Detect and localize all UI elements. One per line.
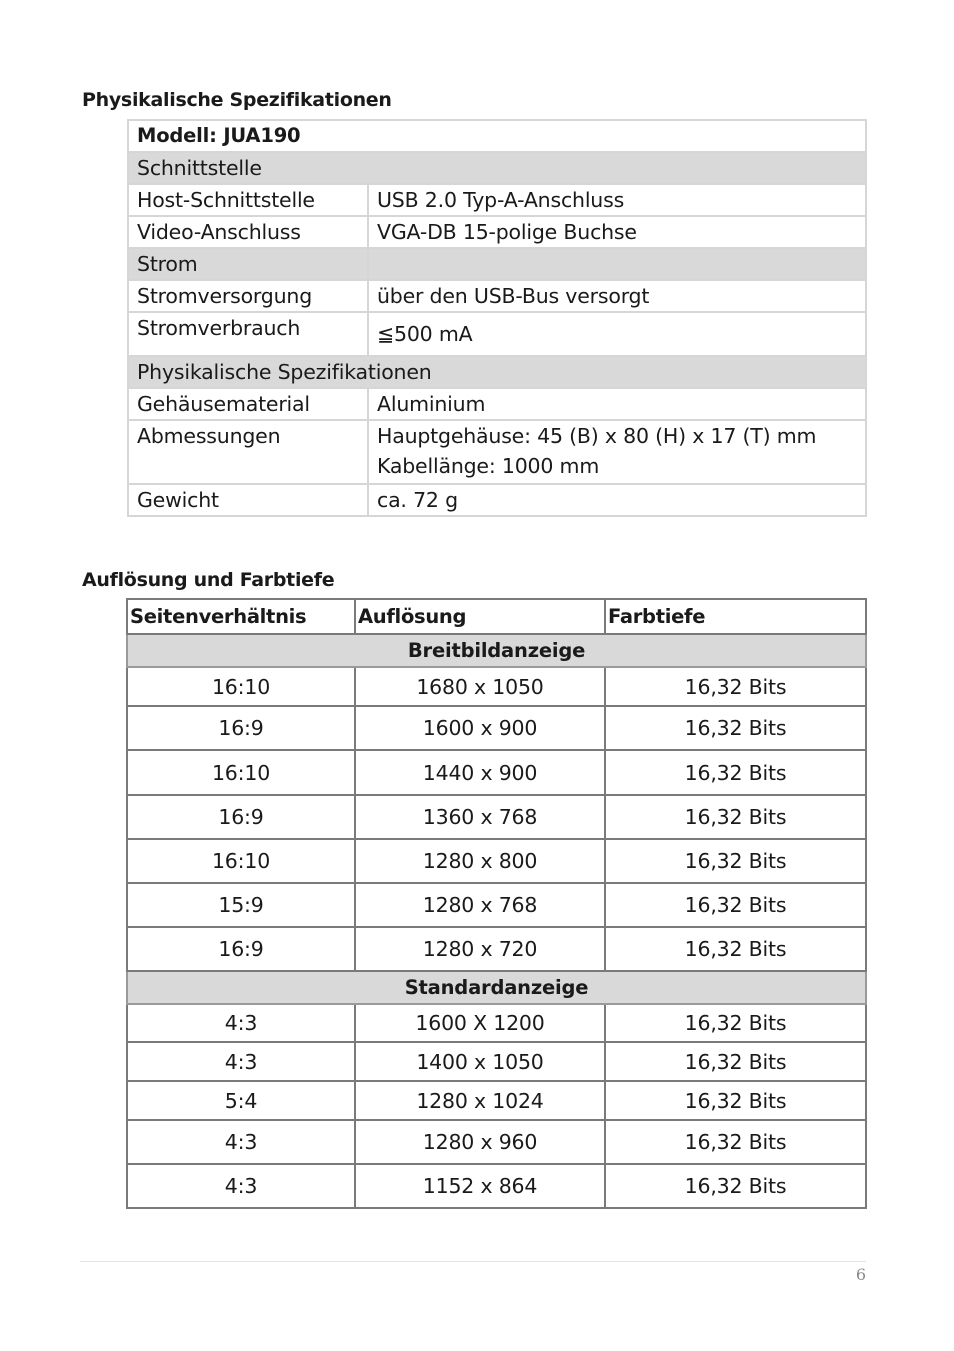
spec-row [128,388,866,420]
spec-label: Stromverbrauch [128,312,368,356]
spec-row [128,484,866,516]
physical-specs-heading: Physikalische Spezifikationen [82,89,392,111]
spec-value: ≦500 mA [368,312,866,356]
resolution-header-row [127,599,866,634]
page-number: 6 [855,1265,866,1284]
table-row [127,1042,866,1081]
color-depth-cell: 16,32 Bits [605,1164,866,1208]
resolution-cell: 1600 x 900 [355,706,605,750]
widescreen-group-label: Breitbildanzeige [127,634,866,667]
color-depth-cell: 16,32 Bits [605,667,866,706]
aspect-ratio-cell: 16:9 [127,927,355,971]
aspect-ratio-cell: 4:3 [127,1164,355,1208]
color-depth-cell: 16,32 Bits [605,750,866,795]
interface-section-cell: Schnittstelle [128,152,866,184]
dimensions-line: Hauptgehäuse: 45 (B) x 80 (H) x 17 (T) mm [377,424,817,448]
spec-value [368,420,866,484]
spec-value: ca. 72 g [368,484,866,516]
column-header: Auflösung [355,599,605,634]
resolution-cell: 1152 x 864 [355,1164,605,1208]
resolution-cell: 1280 x 800 [355,839,605,883]
standard-group-label: Standardanzeige [127,971,866,1004]
color-depth-cell: 16,32 Bits [605,706,866,750]
spec-label: Gewicht [128,484,368,516]
spec-value: USB 2.0 Typ-A-Anschluss [368,184,866,216]
spec-row [128,312,866,356]
aspect-ratio-cell: 16:10 [127,667,355,706]
column-header: Farbtiefe [605,599,866,634]
spec-label: Host-Schnittstelle [128,184,368,216]
resolution-cell: 1280 x 1024 [355,1081,605,1120]
table-row [127,927,866,971]
table-row [127,706,866,750]
spec-row [128,184,866,216]
group-row [127,971,866,1004]
cable-length-line: Kabellänge: 1000 mm [377,454,600,478]
power-section-empty-cell [368,248,866,280]
spec-model-row [128,120,866,152]
resolution-cell: 1440 x 900 [355,750,605,795]
aspect-ratio-cell: 4:3 [127,1004,355,1042]
table-row [127,1081,866,1120]
spec-table [127,119,867,517]
table-row [127,795,866,839]
aspect-ratio-cell: 16:10 [127,750,355,795]
table-row [127,1120,866,1164]
resolution-cell: 1680 x 1050 [355,667,605,706]
table-row [127,1164,866,1208]
color-depth-cell: 16,32 Bits [605,1120,866,1164]
spec-row [128,420,866,484]
resolution-cell: 1280 x 720 [355,927,605,971]
table-row [127,667,866,706]
model-cell: Modell: JUA190 [128,120,866,152]
color-depth-cell: 16,32 Bits [605,883,866,927]
spec-label: Stromversorgung [128,280,368,312]
physical-section-cell: Physikalische Spezifikationen [128,356,866,388]
color-depth-cell: 16,32 Bits [605,927,866,971]
spec-section-row [128,248,866,280]
resolution-heading: Auflösung und Farbtiefe [82,569,335,591]
spec-value: Aluminium [368,388,866,420]
resolution-cell: 1360 x 768 [355,795,605,839]
spec-section-row [128,356,866,388]
color-depth-cell: 16,32 Bits [605,795,866,839]
color-depth-cell: 16,32 Bits [605,839,866,883]
spec-label: Video-Anschluss [128,216,368,248]
table-row [127,883,866,927]
spec-row [128,216,866,248]
spec-label: Gehäusematerial [128,388,368,420]
aspect-ratio-cell: 5:4 [127,1081,355,1120]
aspect-ratio-cell: 16:9 [127,795,355,839]
table-row [127,1004,866,1042]
aspect-ratio-cell: 15:9 [127,883,355,927]
footer-divider [80,1261,866,1262]
spec-row [128,280,866,312]
aspect-ratio-cell: 16:10 [127,839,355,883]
resolution-cell: 1280 x 960 [355,1120,605,1164]
power-section-cell: Strom [128,248,368,280]
color-depth-cell: 16,32 Bits [605,1042,866,1081]
aspect-ratio-cell: 16:9 [127,706,355,750]
aspect-ratio-cell: 4:3 [127,1042,355,1081]
color-depth-cell: 16,32 Bits [605,1004,866,1042]
resolution-cell: 1400 x 1050 [355,1042,605,1081]
color-depth-cell: 16,32 Bits [605,1081,866,1120]
spec-label: Abmessungen [128,420,368,484]
table-row [127,750,866,795]
table-row [127,839,866,883]
spec-value: VGA-DB 15-polige Buchse [368,216,866,248]
spec-value: über den USB-Bus versorgt [368,280,866,312]
group-row [127,634,866,667]
resolution-cell: 1600 X 1200 [355,1004,605,1042]
resolution-cell: 1280 x 768 [355,883,605,927]
resolution-table [126,598,867,1209]
column-header: Seitenverhältnis [127,599,355,634]
spec-section-row [128,152,866,184]
aspect-ratio-cell: 4:3 [127,1120,355,1164]
